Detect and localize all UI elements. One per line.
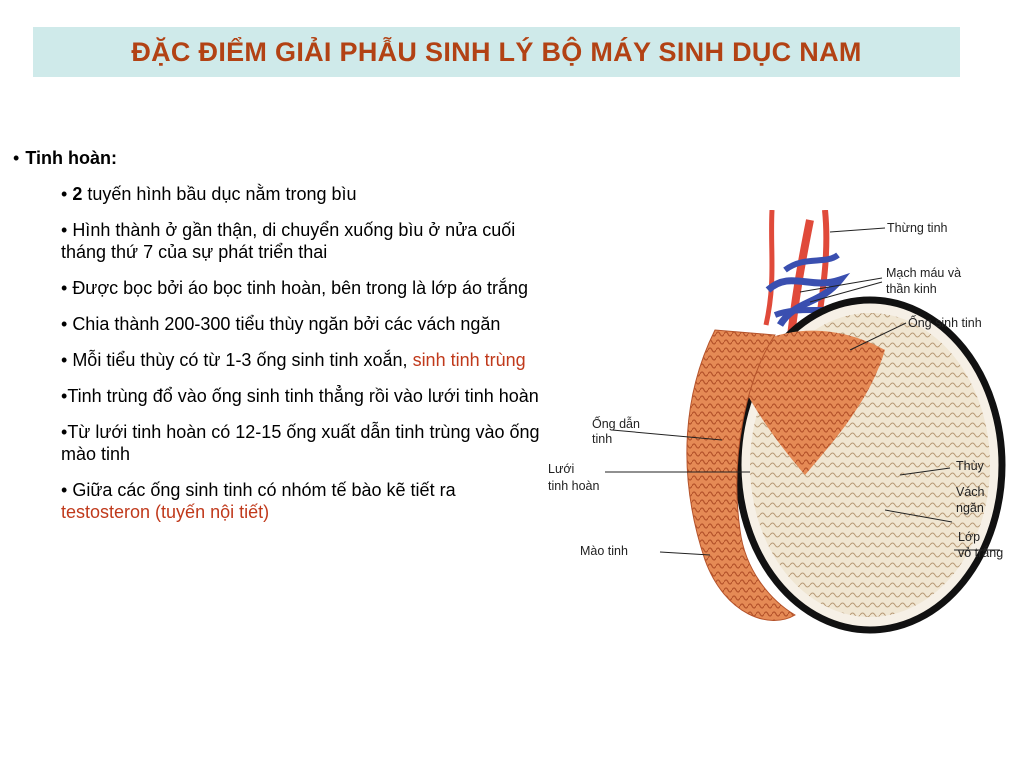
list-item: • Chia thành 200-300 tiểu thùy ngăn bởi các vách ngăn (61, 314, 501, 334)
item-text: Từ lưới tinh hoàn có 12-15 ống xuất dẫn tinh trùng vào ống mào tinh (61, 422, 540, 464)
label-thung-tinh: Thừng tinh (887, 221, 948, 235)
label-ong-dan-1: Ống dẫn (592, 417, 640, 431)
label-lop-2: vỏ trắng (958, 546, 1004, 560)
label-thuy: Thùy (956, 459, 984, 473)
list-item: • Được bọc bởi áo bọc tinh hoàn, bên trong là lớp áo trắng (61, 278, 529, 298)
label-mach-mau-2: thần kinh (886, 282, 937, 296)
heading: Tinh hoàn: (25, 148, 117, 168)
content-text (13, 147, 543, 537)
list-item: •Tinh trùng đổ vào ống sinh tinh thẳng rồi vào lưới tinh hoàn (61, 386, 539, 406)
highlight-text: testosteron (tuyến nội tiết) (61, 502, 270, 522)
label-ong-sinh-tinh: Ống sinh tinh (908, 316, 982, 330)
bullet: • (13, 148, 20, 168)
label-luoi-2: tinh hoàn (548, 479, 600, 493)
item-text: Giữa các ống sinh tinh có nhóm tế bào kẽ tiết ra (72, 480, 456, 500)
item-text: tuyến hình bầu dục nằm trong bìu (82, 184, 357, 204)
slide-title: ĐẶC ĐIỂM GIẢI PHẪU SINH LÝ BỘ MÁY SINH DỤC NAM (131, 36, 862, 67)
list-item: • Mỗi tiểu thùy có từ 1-3 ống sinh tinh xoắn, sinh tinh trùng (61, 350, 526, 370)
label-vach-2: ngăn (956, 501, 984, 515)
item-text: Mỗi tiểu thùy có từ 1-3 ống sinh tinh xoắn, (72, 350, 413, 370)
label-vach-1: Vách (956, 485, 985, 499)
heading-item (13, 147, 543, 169)
item-text: Được bọc bởi áo bọc tinh hoàn, bên trong là lớp áo trắng (72, 278, 529, 298)
label-mao-tinh: Mào tinh (580, 544, 628, 558)
label-ong-dan-2: tinh (592, 432, 613, 446)
item-text: Chia thành 200-300 tiểu thùy ngăn bởi các vách ngăn (72, 314, 501, 334)
highlight-text: sinh tinh trùng (412, 350, 526, 370)
list-item: • 2 tuyến hình bầu dục nằm trong bìu (61, 184, 357, 204)
list-item: •Từ lưới tinh hoàn có 12-15 ống xuất dẫn tinh trùng vào ống mào tinh (61, 422, 540, 464)
item-text: Hình thành ở gần thận, di chuyển xuống bìu ở nửa cuối tháng thứ 7 của sự phát triển thai (61, 220, 516, 262)
label-lop-1: Lớp (958, 530, 981, 544)
title-box (33, 27, 960, 77)
list-item: • Hình thành ở gần thận, di chuyển xuống bìu ở nửa cuối tháng thứ 7 của sự phát triển thai (61, 220, 516, 262)
item-text: Tinh trùng đổ vào ống sinh tinh thẳng rồi vào lưới tinh hoàn (67, 386, 539, 406)
testis-diagram (540, 210, 1024, 640)
list-item: • Giữa các ống sinh tinh có nhóm tế bào kẽ tiết ra testosteron (tuyến nội tiết) (61, 480, 456, 522)
label-mach-mau-1: Mạch máu và (886, 266, 962, 280)
label-luoi-1: Lưới (548, 462, 575, 476)
number-two: 2 (72, 184, 83, 204)
